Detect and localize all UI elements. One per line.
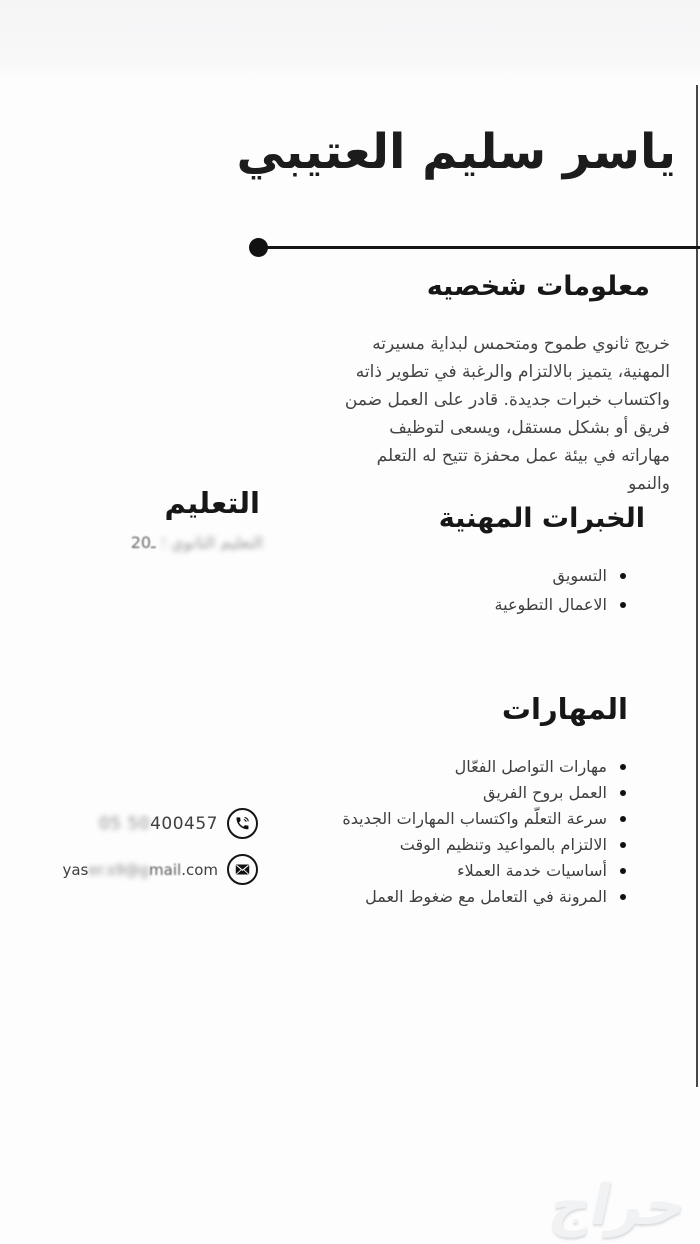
list-item <box>342 835 626 854</box>
bullet-dot <box>620 868 626 874</box>
email-redacted-2: mail <box>149 860 182 879</box>
experience-item-label: التسويق <box>552 566 607 585</box>
phone-icon <box>227 808 258 839</box>
list-item <box>342 861 626 880</box>
list-item <box>495 566 626 585</box>
bullet-dot <box>620 894 626 900</box>
experience-item-label: الاعمال التطوعية <box>494 595 607 614</box>
envelope-icon <box>227 854 258 885</box>
bullet-dot <box>620 573 626 579</box>
skill-item-label: سرعة التعلّم واكتساب المهارات الجديدة <box>342 809 607 828</box>
phone-number-visible: 400457 <box>150 813 218 834</box>
header-divider-line <box>259 246 700 249</box>
phone-number <box>99 814 218 834</box>
page-edge-line <box>696 85 698 1087</box>
skills-list <box>342 757 626 913</box>
personal-info-heading: معلومات شخصيه <box>426 271 650 302</box>
bullet-dot <box>620 842 626 848</box>
list-item <box>342 757 626 776</box>
bullet-dot <box>620 816 626 822</box>
haraj-watermark-logo: حراج <box>544 1173 693 1238</box>
list-item <box>342 809 626 828</box>
contact-email-row <box>62 854 258 885</box>
experience-heading: الخبرات المهنية <box>438 503 645 534</box>
education-heading: التعليم <box>164 486 260 520</box>
bullet-dot <box>620 790 626 796</box>
list-item <box>495 595 626 614</box>
bullet-dot <box>620 602 626 608</box>
experience-list <box>495 566 626 624</box>
page-title: ياسر سليم العتيبي <box>236 124 676 180</box>
header-divider-dot <box>249 238 268 257</box>
email-redacted: er.s9@g <box>88 860 150 879</box>
education-entry-redacted: التعليم الثانوي ؛ <box>160 533 263 552</box>
email-visible-start: yas <box>62 860 89 879</box>
list-item <box>342 783 626 802</box>
list-item <box>342 887 626 906</box>
skills-heading: المهارات <box>501 692 628 726</box>
email-address <box>62 861 218 879</box>
education-entry <box>131 533 263 552</box>
skill-item-label: أساسيات خدمة العملاء <box>457 861 607 880</box>
bullet-dot <box>620 764 626 770</box>
email-visible-end: .com <box>181 860 218 879</box>
contact-phone-row <box>99 808 258 839</box>
personal-summary: خريج ثانوي طموح ومتحمس لبداية مسيرته المهنية، يتميز بالالتزام والرغبة في تطوير ذاته واكتساب خبرات جديدة. قادر على العمل ضمن فريق أو بشكل مستقل، ويسعى لتوظيف مهاراته في بيئة عمل محفزة تتيح له التعلم والنمو <box>344 334 670 494</box>
education-entry-year: ـ20 <box>130 533 156 552</box>
skill-item-label: مهارات التواصل الفعّال <box>454 757 607 776</box>
skill-item-label: الالتزام بالمواعيد وتنظيم الوقت <box>399 835 607 854</box>
skill-item-label: المرونة في التعامل مع ضغوط العمل <box>365 887 607 906</box>
skill-item-label: العمل بروح الفريق <box>483 783 607 802</box>
phone-number-redacted: 05 50 <box>98 813 151 834</box>
